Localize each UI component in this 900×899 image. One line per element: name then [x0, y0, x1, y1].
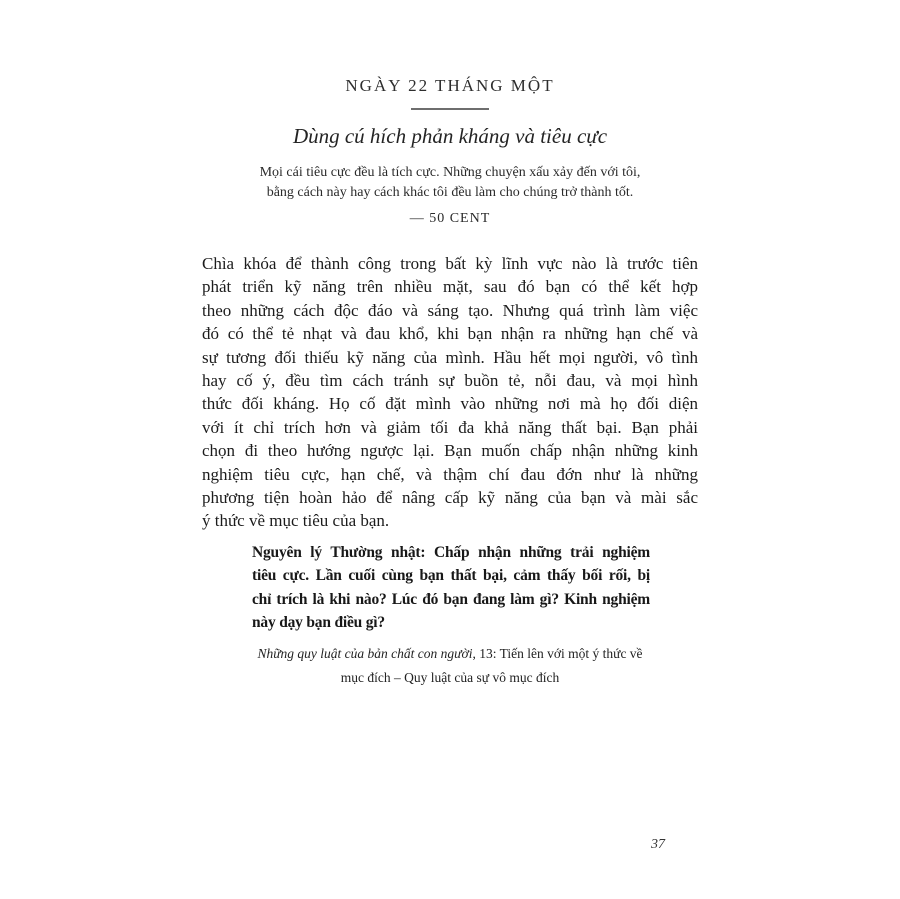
principle-line: tiêu cực. Lần cuối cùng bạn thất bại, cảm thấy bối rối, bị	[252, 567, 650, 585]
body-line: đó có thể tẻ nhạt và đau khổ, khi bạn nhận ra những hạn chế và	[202, 324, 698, 344]
epigraph-line: bằng cách này hay cách khác tôi đều làm cho chúng trở thành tốt.	[266, 185, 634, 200]
citation-line: mục đích – Quy luật của sự vô mục đích	[340, 669, 560, 685]
body-line: phương tiện hoàn hảo để nâng cấp kỹ năng của bạn và mài sắc	[202, 488, 698, 508]
body-line: phát triển kỹ năng trên nhiều mặt, sau đó bạn có thể kết hợp	[202, 277, 698, 297]
source-citation	[202, 642, 698, 690]
principle-line: này dạy bạn điều gì?	[252, 614, 385, 632]
epigraph-line: Mọi cái tiêu cực đều là tích cực. Những chuyện xấu xảy đến với tôi,	[259, 165, 641, 180]
principle-line: Nguyên lý Thường nhật: Chấp nhận những trải nghiệm	[252, 543, 650, 561]
body-line: theo những cách độc đáo và sáng tạo. Nhưng quá trình làm việc	[202, 300, 698, 320]
text-column	[202, 0, 698, 690]
epigraph-attribution: — 50 CENT	[409, 211, 491, 226]
body-line: Chìa khóa để thành công trong bất kỳ lĩnh vực nào là trước tiên	[202, 254, 698, 273]
body-line: ý thức về mục tiêu của bạn.	[202, 511, 390, 531]
citation-reference: , 13: Tiến lên với một ý thức về	[472, 645, 643, 661]
body-line: với ít chỉ trích hơn và giảm tối đa khả năng thất bại. Bạn phải	[202, 417, 698, 437]
body-line: chọn đi theo hướng ngược lại. Bạn muốn chấp nhận những kinh	[202, 441, 698, 461]
body-line: hay cố ý, đều tìm cách tránh sự buồn tẻ, nỗi đau, và mọi hình	[202, 371, 698, 391]
title-divider	[411, 108, 489, 110]
principle-line: chỉ trích là khi nào? Lúc đó bạn đang làm gì? Kinh nghiệm	[252, 590, 650, 608]
epigraph-quote	[202, 163, 698, 203]
citation-work-title: Những quy luật của bản chất con người	[257, 645, 473, 661]
page-number: 37	[651, 837, 665, 852]
body-line: sự tương đối thiếu kỹ năng của mình. Hầu hết mọi người, vô tình	[202, 347, 698, 367]
body-paragraph	[202, 252, 698, 533]
body-line: thức đối kháng. Họ cố đặt mình vào những nơi mà họ đối diện	[202, 394, 698, 414]
citation-line	[202, 642, 698, 666]
chapter-title: NGÀY 22 THÁNG MỘT	[345, 76, 555, 95]
body-line: nghiệm tiêu cực, hạn chế, và thậm chí đau đớn như là những	[202, 464, 698, 484]
daily-law-principle	[252, 541, 650, 635]
section-subtitle: Dùng cú hích phản kháng và tiêu cực	[292, 124, 608, 148]
